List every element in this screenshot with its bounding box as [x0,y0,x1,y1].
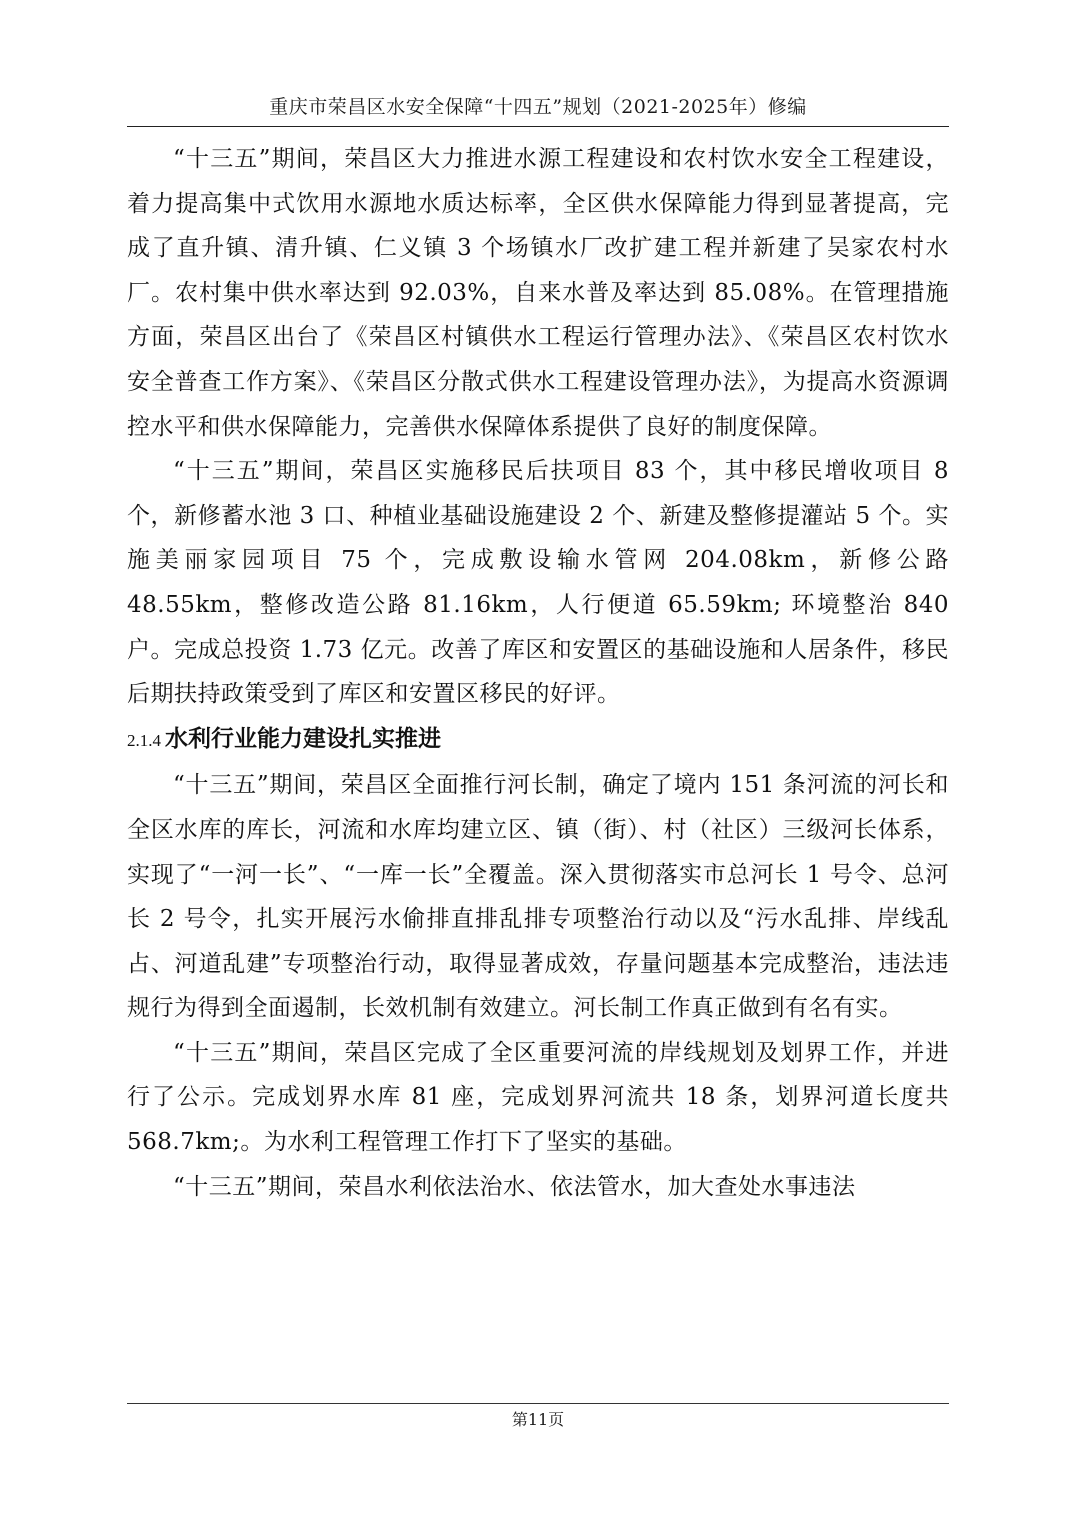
document-body [127,137,949,1209]
paragraph-river-chief: “十三五”期间，荣昌区全面推行河长制，确定了境内 151 条河流的河长和全区水库的库长，河流和水库均建立区、镇（街）、村（社区）三级河长体系，实现了“一河一长”、“一库一长”全覆盖。深入贯彻落实市总河长 1 号令、总河长 2 号令，扎实开展污水偷排直排乱排专项整治行动以及“污水乱排、岸线乱占、河道乱建”专项整治行动，取得显著成效，存量问题基本完成整治，违法违规行为得到全面遏制，长效机制有效建立。河长制工作真正做到有名有实。 [127,772,949,1022]
paragraph-resettlement: “十三五”期间，荣昌区实施移民后扶项目 83 个，其中移民增收项目 8 个，新修蓄水池 3 口、种植业基础设施建设 2 个、新建及整修提灌站 5 个。实施美丽家园项目 75 个，完成敷设输水管网 204.08km，新修公路 48.55km，整修改造公路 81.16km，人行便道 65.59km; 环境整治 840 户。完成总投资 1.73 亿元。改善了库区和安置区的基础设施和人居条件，移民后期扶持政策受到了库区和安置区移民的好评。 [127,458,949,708]
paragraph-shoreline-planning: “十三五”期间，荣昌区完成了全区重要河流的岸线规划及划界工作，并进行了公示。完成划界水库 81 座，完成划界河流共 18 条，划界河道长度共 568.7km;。为水利工程管理工作打下了坚实的基础。 [127,1039,949,1156]
section-title: 水利行业能力建设扎实推进 [165,725,441,752]
footer-divider [127,1403,949,1404]
page-header: 重庆市荣昌区水安全保障“十四五”规划（2021-2025年）修编 [269,96,807,118]
paragraph-water-supply: “十三五”期间，荣昌区大力推进水源工程建设和农村饮水安全工程建设，着力提高集中式饮用水源地水质达标率，全区供水保障能力得到显著提高，完成了直升镇、清升镇、仁义镇 3 个场镇水厂改扩建工程并新建了吴家农村水厂。农村集中供水率达到 92.03%，自来水普及率达到 85.08%。在管理措施方面，荣昌区出台了《荣昌区村镇供水工程运行管理办法》、《荣昌区农村饮水安全普查工作方案》、《荣昌区分散式供水工程建设管理办法》，为提高水资源调控水平和供水保障能力，完善供水保障体系提供了良好的制度保障。 [127,146,949,440]
paragraph-law-enforcement: “十三五”期间，荣昌水利依法治水、依法管水，加大查处水事违法 [173,1173,856,1200]
section-number: 2.1.4 [127,730,161,750]
page-number: 第11页 [511,1410,565,1429]
header-divider [127,126,949,127]
section-heading [127,717,949,764]
